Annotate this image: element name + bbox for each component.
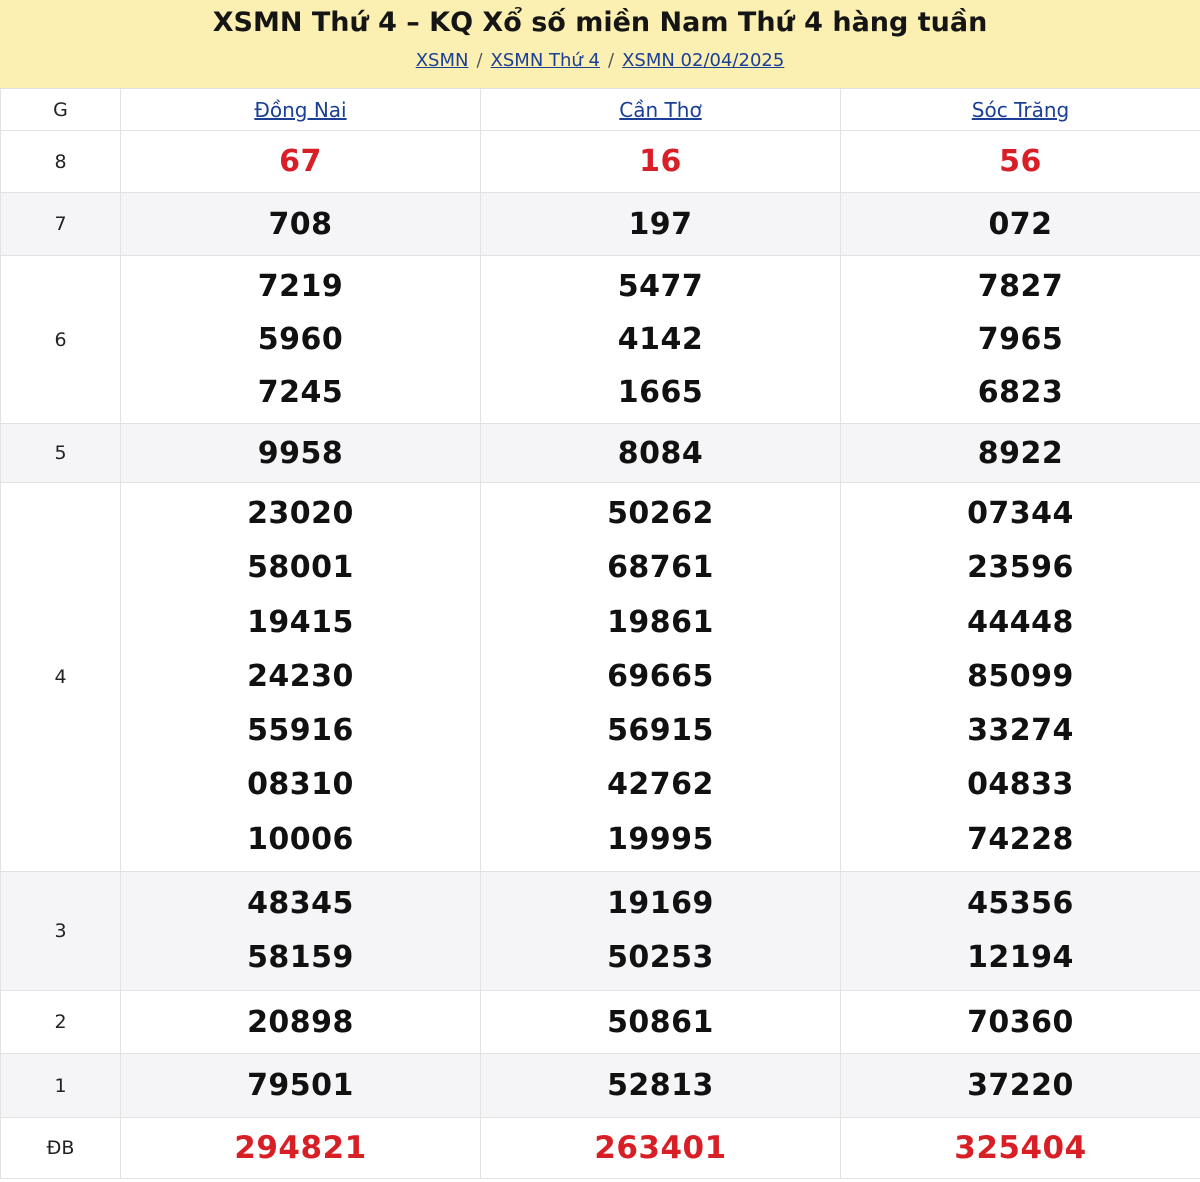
result-number: 197 <box>628 206 693 242</box>
result-number: 37220 <box>967 1068 1074 1103</box>
result-number: 23596 <box>967 550 1074 586</box>
result-number: 19995 <box>607 821 714 857</box>
breadcrumb-link-xsmn[interactable]: XSMN <box>415 50 469 71</box>
prize-row-g3 <box>1 872 1200 991</box>
result-number: 9958 <box>257 435 344 471</box>
result-number: 07344 <box>967 495 1074 531</box>
result-number: 04833 <box>967 767 1074 803</box>
result-number: 50262 <box>607 495 714 531</box>
page-title: XSMN Thứ 4 – KQ Xổ số miền Nam Thứ 4 hàng tuần <box>212 7 988 38</box>
result-number: 56 <box>999 144 1042 179</box>
result-cell <box>841 483 1200 872</box>
prize-row-g6 <box>1 256 1200 424</box>
province-header-dong-nai <box>121 89 481 131</box>
result-cell <box>121 424 481 483</box>
result-cell <box>121 872 481 991</box>
province-link-dong-nai[interactable]: Đồng Nai <box>254 97 347 122</box>
breadcrumb-separator: / <box>608 50 615 71</box>
result-cell <box>841 872 1200 991</box>
result-number: 85099 <box>967 658 1074 694</box>
prize-label: 8 <box>1 131 121 193</box>
result-number: 6823 <box>977 375 1064 410</box>
result-number: 44448 <box>967 604 1074 640</box>
results-table <box>0 88 1200 1179</box>
result-cell <box>481 1054 841 1118</box>
result-cell <box>841 193 1200 256</box>
result-cell <box>481 483 841 872</box>
prize-row-db <box>1 1118 1200 1179</box>
result-number: 7827 <box>977 269 1064 304</box>
result-number: 325404 <box>954 1130 1087 1166</box>
result-number: 45356 <box>967 885 1074 921</box>
result-cell <box>121 991 481 1054</box>
result-number: 7219 <box>257 269 344 304</box>
result-number: 708 <box>268 206 333 242</box>
prize-column-header: G <box>1 89 121 131</box>
prize-row-g2 <box>1 991 1200 1054</box>
result-number: 072 <box>988 206 1053 242</box>
result-cell <box>841 424 1200 483</box>
result-number: 19861 <box>607 604 714 640</box>
province-link-soc-trang[interactable]: Sóc Trăng <box>971 97 1070 122</box>
province-link-can-tho[interactable]: Cần Thơ <box>619 97 702 122</box>
result-number: 5960 <box>257 322 344 357</box>
prize-label: 2 <box>1 991 121 1054</box>
result-number: 58159 <box>247 940 354 975</box>
result-number: 12194 <box>967 940 1074 975</box>
result-number: 56915 <box>607 713 714 749</box>
prize-row-g1 <box>1 1054 1200 1118</box>
breadcrumb <box>0 49 1200 73</box>
result-number: 8922 <box>977 435 1064 471</box>
prize-row-g7 <box>1 193 1200 256</box>
result-cell <box>841 131 1200 193</box>
prize-label: 6 <box>1 256 121 424</box>
result-number: 58001 <box>247 550 354 586</box>
result-number: 7245 <box>257 375 344 410</box>
result-number: 68761 <box>607 550 714 586</box>
prize-row-g8 <box>1 131 1200 193</box>
table-header-row <box>1 89 1200 131</box>
result-number: 19415 <box>247 604 354 640</box>
result-cell <box>481 131 841 193</box>
result-number: 20898 <box>247 1004 354 1040</box>
result-cell <box>481 256 841 424</box>
prize-row-g4 <box>1 483 1200 872</box>
result-number: 16 <box>639 144 682 179</box>
result-number: 1665 <box>617 375 704 410</box>
prize-label: 7 <box>1 193 121 256</box>
prize-label: 1 <box>1 1054 121 1118</box>
result-cell <box>481 872 841 991</box>
result-number: 19169 <box>607 885 714 921</box>
result-number: 5477 <box>617 269 704 304</box>
result-cell <box>841 256 1200 424</box>
result-cell <box>841 1118 1200 1179</box>
result-cell <box>121 193 481 256</box>
result-number: 74228 <box>967 821 1074 857</box>
result-number: 79501 <box>247 1068 354 1103</box>
result-number: 42762 <box>607 767 714 803</box>
result-number: 69665 <box>607 658 714 694</box>
prize-label: 3 <box>1 872 121 991</box>
result-cell <box>481 424 841 483</box>
result-number: 294821 <box>234 1130 367 1166</box>
result-cell <box>121 1054 481 1118</box>
result-cell <box>841 1054 1200 1118</box>
province-header-can-tho <box>481 89 841 131</box>
result-number: 52813 <box>607 1068 714 1103</box>
result-number: 23020 <box>247 495 354 531</box>
result-number: 67 <box>279 144 322 179</box>
result-number: 48345 <box>247 885 354 921</box>
result-cell <box>121 131 481 193</box>
result-number: 4142 <box>617 322 704 357</box>
prize-row-g5 <box>1 424 1200 483</box>
result-number: 33274 <box>967 713 1074 749</box>
breadcrumb-separator: / <box>476 50 483 71</box>
result-cell <box>121 483 481 872</box>
result-number: 50861 <box>607 1004 714 1040</box>
prize-label: 5 <box>1 424 121 483</box>
result-number: 8084 <box>617 435 704 471</box>
result-number: 08310 <box>247 767 354 803</box>
prize-label: ĐB <box>1 1118 121 1179</box>
result-number: 7965 <box>977 322 1064 357</box>
prize-label: 4 <box>1 483 121 872</box>
province-header-soc-trang <box>841 89 1200 131</box>
result-cell <box>121 1118 481 1179</box>
result-cell <box>841 991 1200 1054</box>
result-cell <box>481 193 841 256</box>
result-number: 263401 <box>594 1130 727 1166</box>
breadcrumb-link-xsmn-thu4[interactable]: XSMN Thứ 4 <box>490 50 600 71</box>
result-cell <box>481 991 841 1054</box>
result-number: 70360 <box>967 1004 1074 1040</box>
result-number: 55916 <box>247 713 354 749</box>
result-number: 50253 <box>607 940 714 975</box>
breadcrumb-link-date[interactable]: XSMN 02/04/2025 <box>622 50 785 71</box>
page-header <box>0 0 1200 88</box>
result-number: 24230 <box>247 658 354 694</box>
result-cell <box>481 1118 841 1179</box>
result-cell <box>121 256 481 424</box>
result-number: 10006 <box>247 821 354 857</box>
